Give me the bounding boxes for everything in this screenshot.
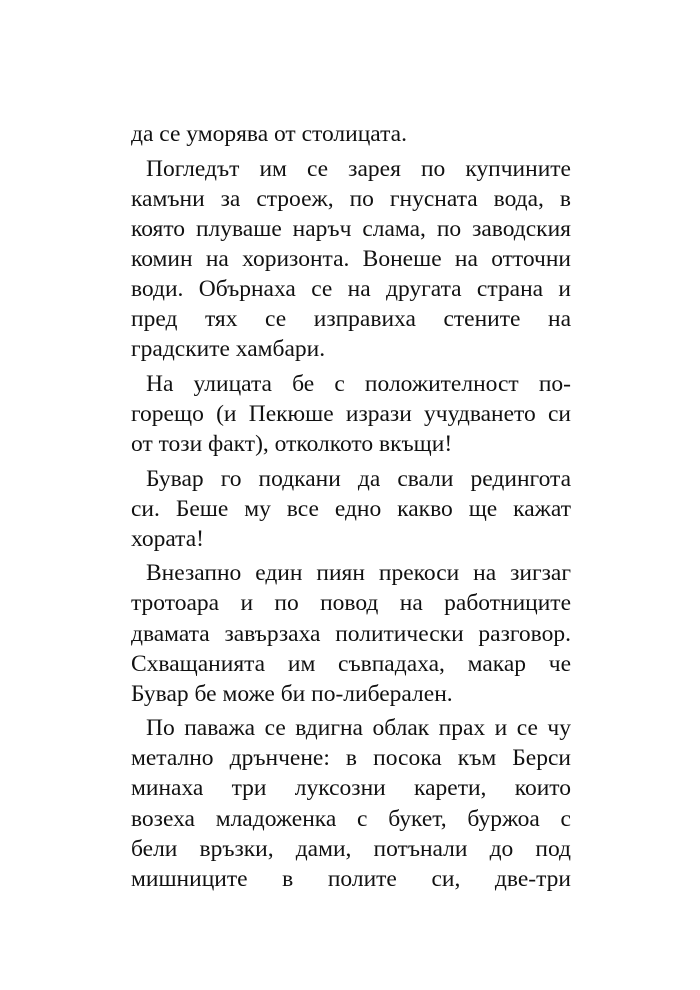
text-line: Погледът им се зарея по купчините bbox=[146, 155, 571, 182]
text-line: да се уморява от столицата. bbox=[131, 121, 407, 147]
paragraph bbox=[131, 464, 571, 554]
text-line: камъни за строеж, по гнусната вода, в bbox=[131, 185, 571, 212]
text-line: от този факт), отколкото вкъщи! bbox=[131, 430, 453, 457]
text-line: Внезапно един пиян прекоси на зигзаг bbox=[146, 560, 571, 587]
paragraph bbox=[131, 369, 571, 459]
text-line: возеха младоженка с букет, буржоа с bbox=[131, 805, 571, 832]
body-text bbox=[131, 119, 571, 898]
text-line: хората! bbox=[131, 525, 204, 552]
text-line: метално дрънчене: в посока към Берси bbox=[131, 745, 571, 772]
text-line: Схващанията им съвпадаха, макар че bbox=[131, 650, 571, 677]
text-line: минаха три луксозни карети, които bbox=[131, 775, 571, 802]
text-line: която плуваше наръч слама, по заводския bbox=[131, 215, 571, 242]
text-line: По паважа се вдигна облак прах и се чу bbox=[146, 715, 571, 742]
text-line: градските хамбари. bbox=[131, 336, 326, 363]
text-line: бели връзки, дами, потънали до под bbox=[131, 835, 571, 862]
text-line: води. Обърнаха се на другата страна и bbox=[131, 275, 571, 302]
text-line: тротоара и по повод на работниците bbox=[131, 590, 571, 617]
text-line: двамата завързаха политически разговор. bbox=[131, 620, 571, 647]
text-line: На улицата бе с положителност по- bbox=[146, 370, 571, 397]
paragraph bbox=[131, 154, 571, 365]
text-line: си. Беше му все едно какво ще кажат bbox=[131, 495, 571, 522]
text-line: Бувар бе може би по-либерален. bbox=[131, 680, 453, 707]
text-line: горещо (и Пекюше изрази учудването си bbox=[131, 400, 571, 427]
text-line: пред тях се изправиха стените на bbox=[131, 306, 571, 333]
paragraph bbox=[131, 558, 571, 708]
text-line: комин на хоризонта. Вонеше на отточни bbox=[131, 245, 571, 272]
text-line: Бувар го подкани да свали редингота bbox=[146, 465, 571, 492]
paragraph bbox=[131, 713, 571, 894]
paragraph bbox=[131, 119, 571, 149]
text-line: мишниците в полите си, две-три bbox=[131, 865, 571, 892]
